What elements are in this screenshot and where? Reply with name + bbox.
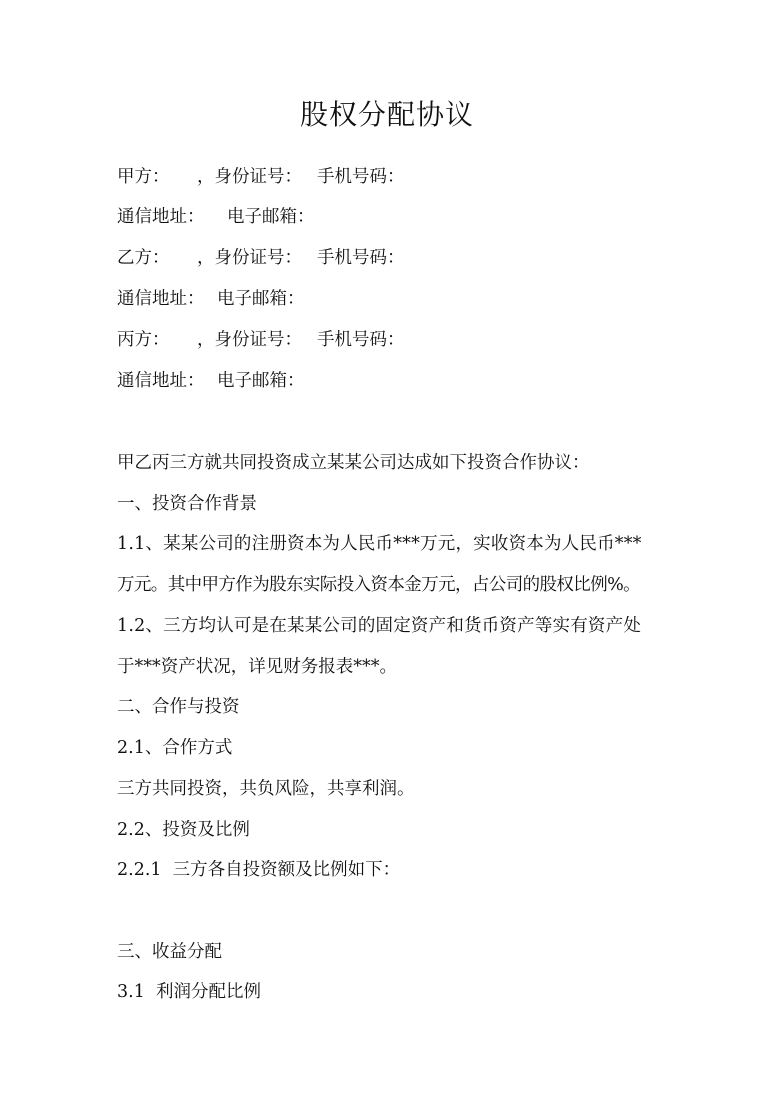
party-c-email-label: 电子邮箱： <box>217 371 305 391</box>
clause-1-1-line-1: 1.1、某某公司的注册资本为人民币***万元，实收资本为人民币*** <box>117 534 642 554</box>
party-c-label: 丙方： <box>117 330 170 350</box>
party-a-phone-label: 手机号码： <box>317 167 405 187</box>
document-title: 股权分配协议 <box>299 98 474 131</box>
clause-2-2-heading: 2.2、投资及比例 <box>117 820 250 840</box>
clause-1-1-line-2: 万元。其中甲方作为股东实际投入资本金万元，占公司的股权比例%。 <box>117 575 641 595</box>
party-a-id-label: ，身份证号： <box>197 167 302 187</box>
party-a-row <box>117 163 405 188</box>
clause-1-2-line-2: 于***资产状况，详见财务报表***。 <box>117 657 397 677</box>
clause-3-1-heading: 3.1 利润分配比例 <box>117 982 261 1002</box>
party-c-contact-row <box>117 367 305 392</box>
section-3-heading: 三、收益分配 <box>117 942 222 962</box>
party-b-phone-label: 手机号码： <box>317 248 405 268</box>
clause-2-1-heading: 2.1、合作方式 <box>117 738 233 758</box>
party-a-email-label: 电子邮箱： <box>227 207 315 227</box>
party-b-contact-row <box>117 285 305 310</box>
clause-1-2-line-1: 1.2、三方均认可是在某某公司的固定资产和货币资产等实有资产处 <box>117 616 642 636</box>
party-b-id-label: ，身份证号： <box>197 248 302 268</box>
party-c-phone-label: 手机号码： <box>317 330 405 350</box>
intro-paragraph: 甲乙丙三方就共同投资成立某某公司达成如下投资合作协议： <box>117 453 590 473</box>
party-c-row <box>117 326 405 351</box>
party-a-contact-row <box>117 203 315 228</box>
party-c-address-label: 通信地址： <box>117 371 205 391</box>
party-b-email-label: 电子邮箱： <box>217 289 305 309</box>
party-b-address-label: 通信地址： <box>117 289 205 309</box>
party-a-label: 甲方： <box>117 167 170 187</box>
party-b-row <box>117 244 405 269</box>
clause-2-2-1-text: 2.2.1 三方各自投资额及比例如下： <box>117 860 401 880</box>
party-c-id-label: ，身份证号： <box>197 330 302 350</box>
party-a-address-label: 通信地址： <box>117 207 205 227</box>
clause-2-1-text: 三方共同投资，共负风险，共享利润。 <box>117 779 415 799</box>
section-2-heading: 二、合作与投资 <box>117 697 240 717</box>
party-b-label: 乙方： <box>117 248 170 268</box>
section-1-heading: 一、投资合作背景 <box>117 494 257 514</box>
